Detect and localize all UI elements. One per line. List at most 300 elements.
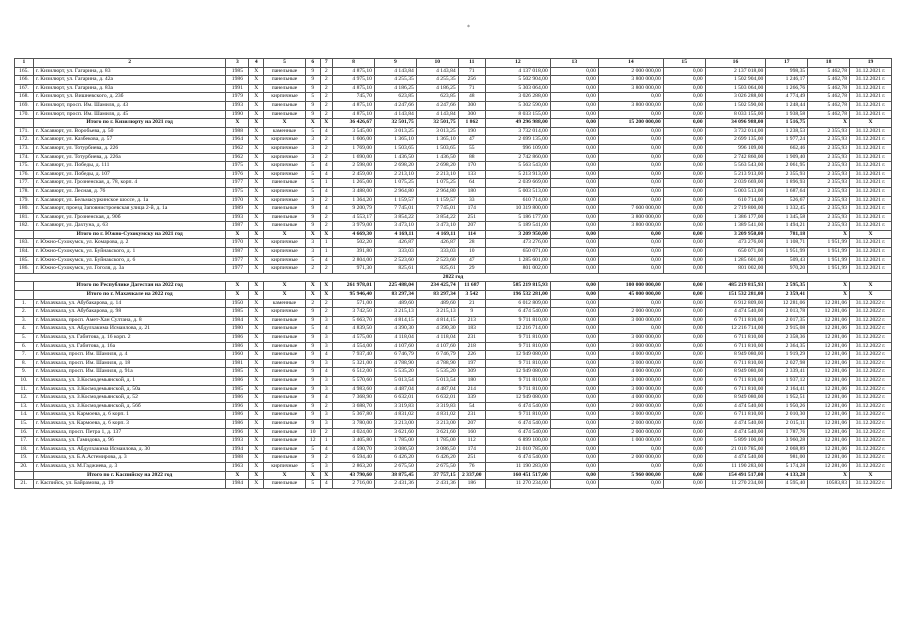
- table-row: [15, 76, 892, 85]
- table-cell: 114: [458, 230, 485, 239]
- table-cell: 623,85: [416, 93, 458, 102]
- table-cell: 151 532 281,00: [705, 291, 766, 300]
- table-cell: 177.: [15, 179, 34, 188]
- table-cell: 6 012 809,00: [485, 299, 550, 308]
- table-cell: 4 107,60: [374, 342, 416, 351]
- table-cell: 4 474 540,00: [705, 428, 766, 437]
- table-cell: 88: [458, 153, 485, 162]
- table-cell: 2 355,93: [808, 136, 850, 145]
- table-cell: 21.: [15, 480, 34, 489]
- table-cell: 0,00: [598, 325, 663, 334]
- table-cell: панельные: [264, 325, 306, 334]
- table-cell: 1986: [226, 342, 249, 351]
- table-cell: 0,00: [663, 437, 705, 446]
- table-cell: X: [249, 76, 264, 85]
- table-cell: 0,00: [550, 445, 598, 454]
- table-cell: 1 075,25: [374, 179, 416, 188]
- table-cell: 3 086,50: [416, 445, 458, 454]
- table-cell: 31.12.2022 г.: [850, 368, 892, 377]
- table-row: [15, 428, 892, 437]
- table-cell: 1 494,21: [766, 222, 808, 231]
- table-cell: 2 013,78: [766, 308, 808, 317]
- column-number-cell: 15: [663, 59, 705, 68]
- table-cell: панельные: [264, 205, 306, 214]
- table-cell: 1 238,53: [766, 127, 808, 136]
- table-cell: г. Махачкала, ул. Габитова, д. 16а: [33, 342, 226, 351]
- table-cell: 1 365,10: [374, 136, 416, 145]
- table-cell: 3 213,00: [416, 419, 458, 428]
- table-cell: 1993: [226, 101, 249, 110]
- table-cell: 9: [305, 394, 320, 403]
- table-cell: 3 086,50: [374, 445, 416, 454]
- table-cell: 1: [320, 437, 333, 446]
- table-cell: 1 265,00: [333, 179, 375, 188]
- table-cell: кирпичные: [264, 187, 306, 196]
- table-cell: 4 553,17: [333, 213, 375, 222]
- table-cell: 2: [320, 299, 333, 308]
- table-cell: 0,00: [550, 402, 598, 411]
- table-cell: 1 785,00: [374, 437, 416, 446]
- table-cell: X: [226, 282, 249, 291]
- table-cell: 1985: [226, 385, 249, 394]
- table-cell: 6 746,79: [374, 351, 416, 360]
- table-cell: 12 281,06: [808, 445, 850, 454]
- table-cell: 1981: [226, 359, 249, 368]
- table-cell: 83 297,34: [374, 291, 416, 300]
- table-cell: г. Каспийск, ул. Байрамова, д. 19: [33, 480, 226, 489]
- table-row: [15, 462, 892, 471]
- table-cell: 174.: [15, 153, 34, 162]
- table-cell: 207: [458, 419, 485, 428]
- column-number-cell: 2: [33, 59, 226, 68]
- table-cell: 1993: [226, 213, 249, 222]
- table-cell: 9 711 810,00: [485, 376, 550, 385]
- table-cell: X: [249, 385, 264, 394]
- table-cell: 2 675,50: [416, 462, 458, 471]
- table-cell: 31.12.2022 г.: [850, 437, 892, 446]
- table-cell: 426,87: [416, 239, 458, 248]
- table-cell: 1 248,44: [766, 101, 808, 110]
- table-cell: панельные: [264, 437, 306, 446]
- table-cell: 0,00: [598, 299, 663, 308]
- table-cell: 19.: [15, 454, 34, 463]
- table-cell: 9: [305, 222, 320, 231]
- table-row: [15, 454, 892, 463]
- table-cell: 4: [320, 351, 333, 360]
- table-cell: 15 200 000,00: [598, 119, 663, 128]
- table-cell: 3 215,13: [374, 308, 416, 317]
- table-cell: 12 281,06: [808, 419, 850, 428]
- table-cell: 5: [305, 187, 320, 196]
- table-cell: 31.12.2021 г.: [850, 205, 892, 214]
- table-cell: 31.12.2021 г.: [850, 162, 892, 171]
- table-cell: 745,70: [333, 93, 375, 102]
- table-cell: 4 024,00: [333, 428, 375, 437]
- table-cell: 5 535,20: [416, 368, 458, 377]
- table-cell: 28: [458, 239, 485, 248]
- table-cell: 12 281,06: [808, 437, 850, 446]
- table-cell: 10 319 800,00: [485, 205, 550, 214]
- table-cell: 21: [458, 299, 485, 308]
- table-row: [15, 205, 892, 214]
- table-cell: 4 831,02: [416, 411, 458, 420]
- table-cell: 31.12.2021 г.: [850, 93, 892, 102]
- table-cell: [15, 119, 34, 128]
- table-cell: 31.12.2021 г.: [850, 170, 892, 179]
- table-cell: 2 698,20: [374, 162, 416, 171]
- table-cell: 0,00: [598, 110, 663, 119]
- table-cell: 3 800 000,00: [598, 213, 663, 222]
- table-cell: 5 462,78: [808, 110, 850, 119]
- table-cell: 6 746,79: [416, 351, 458, 360]
- table-cell: 3 000 000,00: [598, 342, 663, 351]
- table-cell: 0,00: [550, 205, 598, 214]
- table-cell: 0,00: [663, 170, 705, 179]
- table-cell: 2: [320, 93, 333, 102]
- table-cell: 2 027,98: [766, 359, 808, 368]
- table-cell: 0,00: [550, 136, 598, 145]
- table-cell: 3 780,00: [333, 419, 375, 428]
- table-cell: 3: [305, 153, 320, 162]
- table-cell: 31.12.2022 г.: [850, 299, 892, 308]
- table-cell: 31.12.2021 г.: [850, 265, 892, 274]
- table-cell: 0,00: [663, 325, 705, 334]
- table-cell: 180: [458, 376, 485, 385]
- column-number-cell: 6: [305, 59, 320, 68]
- table-cell: 0,00: [663, 239, 705, 248]
- table-cell: 1993: [226, 437, 249, 446]
- table-cell: 183: [458, 325, 485, 334]
- table-cell: 1 909,40: [766, 153, 808, 162]
- table-cell: X: [305, 119, 320, 128]
- table-cell: 31.12.2021 г.: [850, 127, 892, 136]
- table-cell: 1996: [226, 402, 249, 411]
- table-cell: 781,18: [766, 230, 808, 239]
- table-cell: 3: [320, 376, 333, 385]
- table-cell: 0,00: [663, 316, 705, 325]
- table-cell: 1 246,17: [766, 76, 808, 85]
- table-cell: 31.12.2022 г.: [850, 351, 892, 360]
- table-cell: 182.: [15, 222, 34, 231]
- table-cell: 12 281,06: [808, 411, 850, 420]
- table-cell: 1986: [226, 376, 249, 385]
- table-cell: 6 426,20: [374, 454, 416, 463]
- table-cell: 5: [305, 170, 320, 179]
- table-cell: панельные: [264, 428, 306, 437]
- table-cell: 2 000 000,00: [598, 67, 663, 76]
- table-cell: Итого по г. Кизилюрту на 2021 год: [33, 119, 226, 128]
- table-cell: 0,00: [550, 437, 598, 446]
- table-cell: 0,00: [598, 187, 663, 196]
- table-cell: 4 000 000,00: [598, 368, 663, 377]
- table-cell: 3 800 000,00: [598, 101, 663, 110]
- table-cell: 5 563 543,00: [705, 162, 766, 171]
- table-cell: [15, 230, 34, 239]
- table-cell: 0,00: [550, 196, 598, 205]
- table-cell: Итого по г. Махачкале на 2022 год: [33, 291, 226, 300]
- table-cell: 8.: [15, 359, 34, 368]
- table-cell: 3 800 000,00: [598, 76, 663, 85]
- table-cell: г. Хасавюрт, ул. Победы, д. 111: [33, 162, 226, 171]
- table-cell: 1 332,45: [766, 205, 808, 214]
- table-cell: 2 964,80: [416, 187, 458, 196]
- table-cell: 1 785,00: [416, 437, 458, 446]
- table-cell: 0,00: [598, 170, 663, 179]
- table-cell: 3 026 288,00: [485, 93, 550, 102]
- housing-register-table: [14, 58, 892, 489]
- table-cell: 7 937,40: [333, 351, 375, 360]
- table-cell: 0,00: [550, 359, 598, 368]
- table-cell: кирпичные: [264, 462, 306, 471]
- table-cell: 4: [320, 368, 333, 377]
- column-number-cell: 19: [850, 59, 892, 68]
- table-cell: X: [850, 119, 892, 128]
- table-cell: г. Хасавюрт, ул. Грозненская, д. 78, корп. 4: [33, 179, 226, 188]
- table-cell: 3 213,00: [374, 419, 416, 428]
- table-cell: 3 319,83: [374, 402, 416, 411]
- table-cell: 0,00: [663, 213, 705, 222]
- table-cell: г. Кизилюрт, ул. Гагарина, д. 42а: [33, 76, 226, 85]
- table-cell: 172.: [15, 136, 34, 145]
- table-row: [15, 351, 892, 360]
- table-row: [15, 299, 892, 308]
- table-cell: 4 143,84: [374, 110, 416, 119]
- table-cell: 31.12.2022 г.: [850, 308, 892, 317]
- table-cell: 29: [458, 265, 485, 274]
- table-cell: 6 512,00: [333, 368, 375, 377]
- table-cell: 11 687: [458, 282, 485, 291]
- table-cell: 0,00: [663, 205, 705, 214]
- table-cell: 0,00: [550, 411, 598, 420]
- table-cell: 1970: [226, 239, 249, 248]
- table-cell: X: [249, 265, 264, 274]
- table-cell: 12 281,06: [808, 454, 850, 463]
- table-cell: 5 367,80: [333, 411, 375, 420]
- table-cell: 95 946,40: [333, 291, 375, 300]
- table-row: [15, 402, 892, 411]
- table-cell: 31.12.2022 г.: [850, 325, 892, 334]
- table-cell: г. Махачкала, ул. З.Космодемьянской, д. 50а: [33, 385, 226, 394]
- table-cell: г. Кизилюрт, ул. Вишневского, д. 23б: [33, 93, 226, 102]
- subtotal-row: [15, 230, 892, 239]
- table-cell: X: [249, 402, 264, 411]
- table-cell: 0,00: [550, 265, 598, 274]
- table-cell: 0,00: [550, 376, 598, 385]
- table-cell: г. Махачкала, ул. Абдулхакима Исмаилова, д. 21: [33, 325, 226, 334]
- table-cell: 3 800 000,00: [598, 222, 663, 231]
- table-cell: 6.: [15, 342, 34, 351]
- table-cell: 4 133,28: [766, 471, 808, 480]
- table-cell: панельные: [264, 213, 306, 222]
- table-cell: 0,00: [550, 480, 598, 489]
- table-cell: 1 365,10: [416, 136, 458, 145]
- table-cell: 1970: [226, 196, 249, 205]
- table-cell: 12 281,06: [808, 359, 850, 368]
- table-cell: 571,00: [333, 299, 375, 308]
- table-cell: 12 281,06: [808, 385, 850, 394]
- table-cell: 6 474 540,00: [485, 402, 550, 411]
- table-cell: 2 598,00: [333, 162, 375, 171]
- table-cell: X: [249, 325, 264, 334]
- table-cell: панельные: [264, 411, 306, 420]
- table-cell: 186.: [15, 265, 34, 274]
- table-cell: 133: [458, 170, 485, 179]
- table-cell: 9 200,79: [333, 205, 375, 214]
- table-cell: 31.12.2022 г.: [850, 316, 892, 325]
- table-cell: 1 266,76: [766, 84, 808, 93]
- table-cell: X: [850, 471, 892, 480]
- table-cell: 2: [320, 136, 333, 145]
- table-cell: 31.12.2021 г.: [850, 179, 892, 188]
- table-cell: 21 010 785,00: [705, 445, 766, 454]
- table-cell: 2 915,08: [766, 325, 808, 334]
- table-cell: 12 281,06: [808, 376, 850, 385]
- table-cell: 4 390,30: [416, 325, 458, 334]
- table-cell: 650 071,00: [485, 248, 550, 257]
- table-cell: 981,00: [766, 454, 808, 463]
- column-number-cell: 4: [249, 59, 264, 68]
- table-cell: X: [249, 248, 264, 257]
- table-cell: 0,00: [550, 222, 598, 231]
- table-cell: 9: [305, 308, 320, 317]
- table-row: [15, 179, 892, 188]
- table-cell: 0,00: [598, 230, 663, 239]
- table-cell: г. Махачкала, ул. Гамидова, д. 96: [33, 437, 226, 446]
- table-cell: 2 742 860,00: [485, 153, 550, 162]
- table-cell: 0,00: [663, 402, 705, 411]
- table-cell: 186: [458, 480, 485, 489]
- table-cell: X: [249, 170, 264, 179]
- table-cell: X: [249, 308, 264, 317]
- table-cell: X: [808, 471, 850, 480]
- table-cell: 996 109,00: [705, 144, 766, 153]
- table-cell: 1 769,00: [333, 144, 375, 153]
- table-cell: 21 010 785,00: [485, 445, 550, 454]
- table-cell: 5 535,20: [374, 368, 416, 377]
- table-cell: X: [226, 230, 249, 239]
- table-cell: 0,00: [663, 368, 705, 377]
- table-cell: X: [850, 230, 892, 239]
- table-cell: 31.12.2021 г.: [850, 187, 892, 196]
- table-cell: 426,87: [374, 239, 416, 248]
- table-cell: 11 190 283,00: [485, 462, 550, 471]
- table-cell: X: [249, 67, 264, 76]
- table-cell: 11 270 234,00: [485, 480, 550, 489]
- table-cell: 0,00: [663, 471, 705, 480]
- table-cell: 4 788,90: [416, 359, 458, 368]
- table-row: [15, 187, 892, 196]
- table-cell: 0,00: [550, 419, 598, 428]
- table-row: [15, 84, 892, 93]
- table-cell: 623,85: [374, 93, 416, 102]
- column-number-row: [15, 59, 892, 68]
- table-cell: 9: [305, 84, 320, 93]
- table-cell: 0,00: [663, 454, 705, 463]
- table-cell: г. Кизилюрт, ул. Гагарина, д. 83а: [33, 84, 226, 93]
- table-cell: 2 355,93: [808, 127, 850, 136]
- table-cell: 2: [305, 299, 320, 308]
- table-cell: 4 247,66: [374, 101, 416, 110]
- table-cell: 54: [458, 402, 485, 411]
- table-cell: 801 002,00: [705, 265, 766, 274]
- table-cell: 2 017,35: [766, 316, 808, 325]
- table-cell: г. Южно-Сухокумск, ул. Гоголя, д. 3а: [33, 265, 226, 274]
- table-cell: 5 663,70: [333, 316, 375, 325]
- table-cell: 0,00: [598, 93, 663, 102]
- table-cell: 6 912 809,00: [705, 299, 766, 308]
- table-row: [15, 308, 892, 317]
- table-cell: 4 669,30: [333, 230, 375, 239]
- column-number-cell: 18: [808, 59, 850, 68]
- table-cell: 9: [305, 411, 320, 420]
- table-cell: 9: [305, 101, 320, 110]
- table-cell: 0,00: [598, 462, 663, 471]
- table-cell: 1 364,20: [333, 196, 375, 205]
- table-cell: панельные: [264, 316, 306, 325]
- table-cell: 183.: [15, 239, 34, 248]
- table-cell: 2 061,95: [766, 162, 808, 171]
- table-cell: 2 358,36: [766, 334, 808, 343]
- table-cell: г. Кизилюрт, просп. Им. Шамиля, д. 43: [33, 101, 226, 110]
- table-cell: X: [249, 256, 264, 265]
- table-cell: 0,00: [550, 308, 598, 317]
- table-cell: X: [249, 101, 264, 110]
- table-cell: 4: [320, 480, 333, 489]
- table-cell: 4 575,00: [333, 334, 375, 343]
- table-cell: 0,00: [550, 325, 598, 334]
- table-cell: 8 033 155,00: [705, 110, 766, 119]
- table-cell: 2: [320, 144, 333, 153]
- table-cell: кирпичные: [264, 93, 306, 102]
- table-cell: панельные: [264, 368, 306, 377]
- table-cell: 502,20: [333, 239, 375, 248]
- table-cell: г. Южно-Сухокумск, ул. Буйнакского, д. 6: [33, 256, 226, 265]
- table-cell: 251: [458, 213, 485, 222]
- table-cell: 37 757,15: [416, 471, 458, 480]
- table-cell: 3 621,60: [416, 428, 458, 437]
- table-row: [15, 419, 892, 428]
- table-cell: 6 899 100,00: [485, 437, 550, 446]
- table-cell: 6 474 540,00: [485, 454, 550, 463]
- table-cell: 2 355,93: [808, 179, 850, 188]
- table-cell: X: [249, 179, 264, 188]
- table-cell: 2: [320, 110, 333, 119]
- table-cell: 1986: [226, 76, 249, 85]
- table-cell: 3 405,80: [333, 437, 375, 446]
- table-cell: 2 359,41: [766, 291, 808, 300]
- table-cell: 3: [305, 136, 320, 145]
- table-cell: панельные: [264, 359, 306, 368]
- table-cell: 9: [305, 334, 320, 343]
- table-cell: 12 281,06: [808, 394, 850, 403]
- table-cell: 0,00: [598, 153, 663, 162]
- table-cell: 1964: [226, 136, 249, 145]
- table-cell: 0,00: [598, 196, 663, 205]
- table-cell: 181.: [15, 213, 34, 222]
- table-cell: X: [249, 411, 264, 420]
- table-cell: 801 002,00: [485, 265, 550, 274]
- table-cell: 31.12.2022 г.: [850, 454, 892, 463]
- table-cell: 1 952,51: [766, 394, 808, 403]
- column-number-cell: 17: [766, 59, 808, 68]
- table-cell: 4 255,35: [416, 76, 458, 85]
- table-cell: 12 216 714,00: [485, 325, 550, 334]
- table-cell: 1 000 000,00: [598, 437, 663, 446]
- table-cell: 0,00: [663, 187, 705, 196]
- table-cell: 2 719 800,00: [705, 205, 766, 214]
- table-cell: 218: [458, 342, 485, 351]
- table-cell: X: [305, 230, 320, 239]
